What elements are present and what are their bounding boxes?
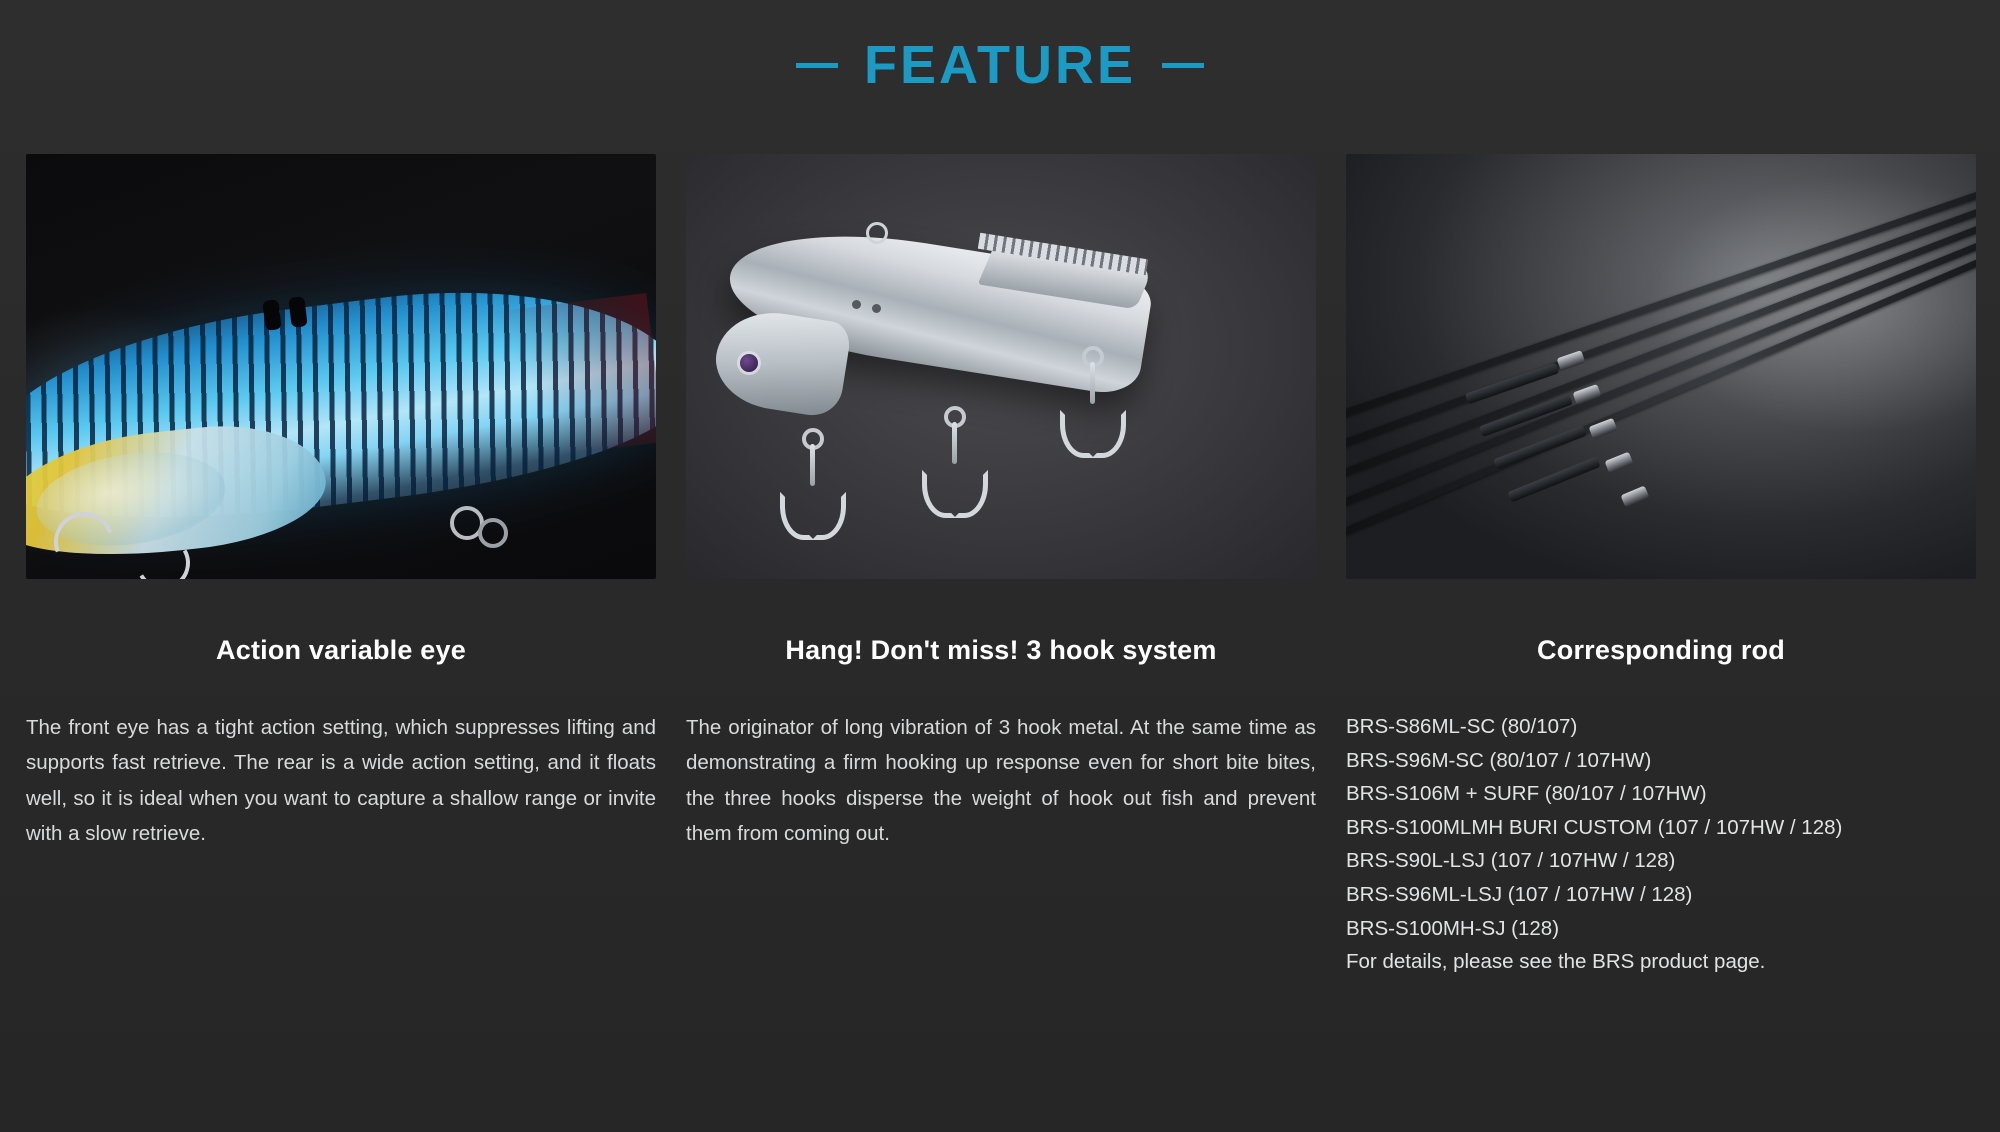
split-ring-icon-secondary (478, 518, 508, 548)
column-caption: Corresponding rod (1537, 635, 1785, 665)
feature-columns (0, 154, 2000, 979)
treble-hook-icon-front (778, 444, 848, 540)
rod-ferrule-icon-5 (1620, 485, 1649, 507)
lure-eye-closeup-photo (26, 154, 656, 579)
dash-left-icon (796, 63, 838, 68)
lure-tail-shadow (458, 293, 656, 465)
three-hook-lure-photo (686, 154, 1316, 579)
feature-column-hook-system (686, 154, 1316, 979)
column-body-text: The originator of long vibration of 3 hook metal. At the same time as demonstrating a firm hooking up response even for short bite bites, the three hooks disperse the weight of hook out fish and prevent them from coming out. (686, 716, 1316, 845)
body-hole-icon-2 (872, 304, 881, 313)
column-caption: Hang! Don't miss! 3 hook system (785, 635, 1217, 665)
rod-list-item: BRS-S100MH-SJ (128) (1346, 916, 1560, 940)
fishing-rods-photo (1346, 154, 1976, 579)
rod-list-note: For details, please see the BRS product page. (1346, 950, 1766, 974)
rod-ferrule-icon-4 (1605, 452, 1634, 474)
rod-list-item: BRS-S96ML-LSJ (107 / 107HW / 128) (1346, 883, 1693, 907)
rod-list-item: BRS-S106M + SURF (80/107 / 107HW) (1346, 782, 1707, 806)
rod-list-item: BRS-S90L-LSJ (107 / 107HW / 128) (1346, 849, 1676, 873)
lure-eye-hole-front-icon (262, 299, 282, 331)
column-caption: Action variable eye (216, 635, 466, 665)
treble-hook-icon-middle (920, 422, 990, 518)
page-title: FEATURE (864, 35, 1136, 95)
line-eyelet-icon (866, 222, 888, 244)
column-body-text: The front eye has a tight action setting, which suppresses lifting and supports fast retrieve. The rear is a wide action setting, and it floats well, so it is ideal when you want to capture a shallow range or invite with a slow retrieve. (26, 716, 656, 845)
rod-list-item: BRS-S96M-SC (80/107 / 107HW) (1346, 748, 1652, 772)
rod-list-item: BRS-S100MLMH BURI CUSTOM (107 / 107HW / 128) (1346, 815, 1843, 839)
rod-grip-icon-4 (1507, 456, 1600, 502)
lure-eye-hole-rear-icon (288, 296, 308, 328)
rod-list-item: BRS-S86ML-SC (80/107) (1346, 715, 1578, 738)
corresponding-rod-list (1346, 710, 1976, 979)
dash-right-icon (1162, 63, 1204, 68)
feature-column-corresponding-rod (1346, 154, 1976, 979)
feature-column-action-variable-eye (26, 154, 656, 979)
lure-eye-icon (740, 354, 758, 372)
treble-hook-icon-rear (1058, 362, 1128, 458)
rod-icon-3 (1346, 218, 1976, 483)
rod-icon-5 (1346, 255, 1976, 543)
rod-icon-4 (1346, 237, 1976, 513)
body-hole-icon-1 (852, 300, 861, 309)
rod-ferrule-icon-1 (1557, 350, 1586, 371)
feature-header (0, 0, 2000, 95)
rod-icon-2 (1346, 200, 1976, 453)
rod-ferrule-icon-3 (1589, 418, 1618, 439)
lure-head-shape (709, 304, 852, 419)
